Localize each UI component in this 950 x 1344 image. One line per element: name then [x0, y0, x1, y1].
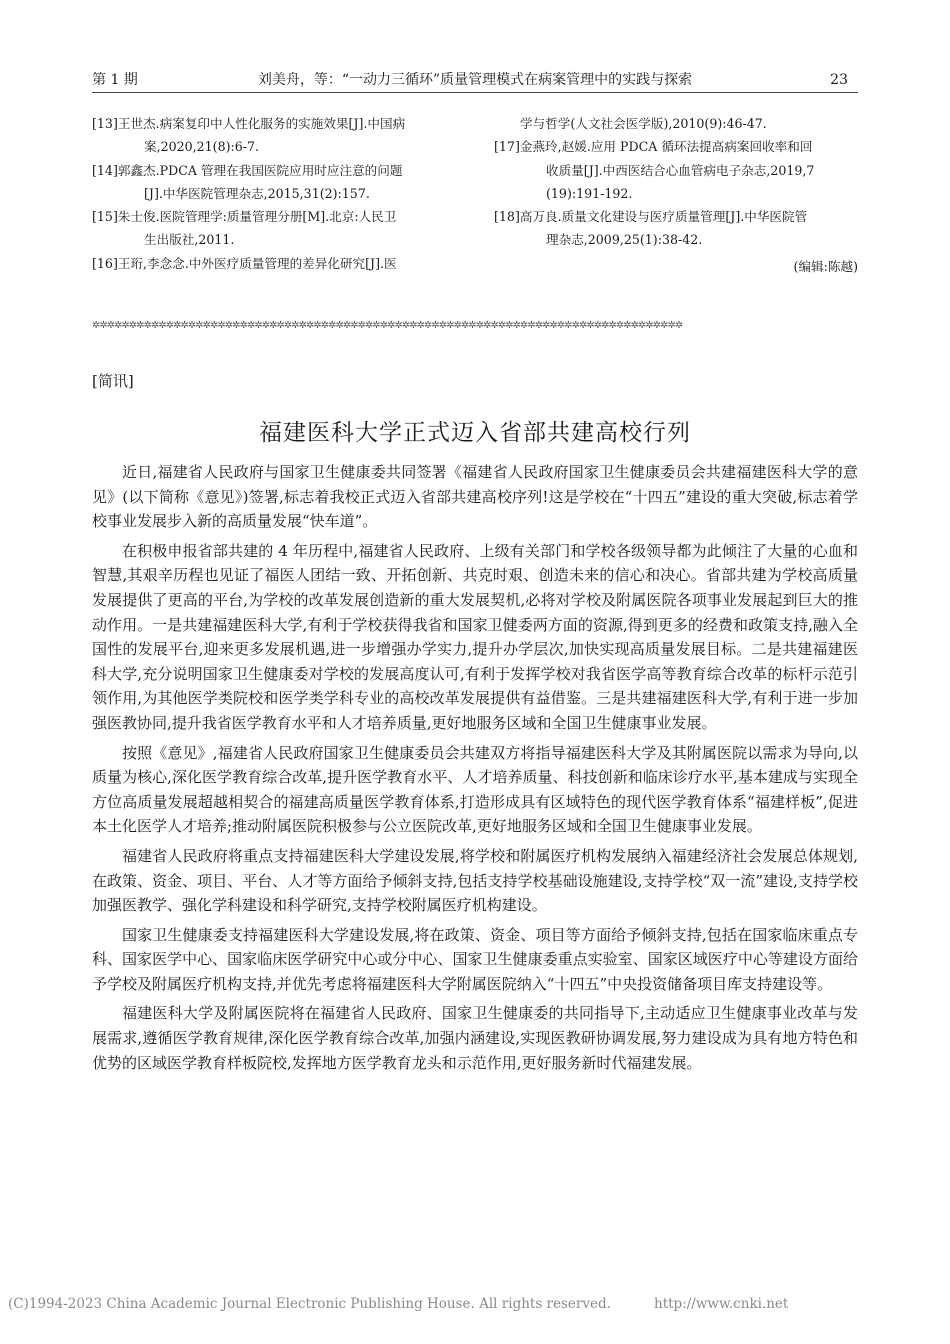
page-number: 23 [830, 72, 848, 88]
reference-16-continued: 学与哲学(人文社会医学版),2010(9):46-47. [520, 116, 767, 131]
references-right-column [494, 112, 858, 278]
paragraph: 在积极申报省部共建的 4 年历程中,福建省人民政府、上级有关部门和学校各级领导都为此倾注了大量的心血和智慧,其艰辛历程也见证了福医人团结一致、开拓创新、共克时艰、创造未来的信心和决心。省部共建为学校高质量发展提供了更高的平台,为学校的改革发展创造新的重大发展契机,必将对学校及附属医院各项事业发展起到巨大的推动作用。一是共建福建医科大学,有利于学校获得我省和国家卫健委两方面的资源,得到更多的经费和政策支持,融入全国性的发展平台,迎来更多发展机遇,进一步增强办学实力,提升办学层次,加快实现高质量发展目标。二是共建福建医科大学,充分说明国家卫生健康委对学校的发展高度认可,有利于发挥学校对我省医学高等教育综合改革的标杆示范引领作用,为其他医学类院校和医学类学科专业的高校改革发展提供有益借鉴。三是共建福建医科大学,有利于进一步加强医教协同,提升我省医学教育水平和人才培养质量,更好地服务区域和全国卫生健康事业发展。 [92, 541, 858, 732]
footer-url: http://www.cnki.net [654, 1296, 789, 1312]
article-title: 福建医科大学正式迈入省部共建高校行列 [259, 420, 691, 446]
paragraph: 福建医科大学及附属医院将在福建省人民政府、国家卫生健康委的共同指导下,主动适应卫生健康事业改革与发展需求,遵循医学教育规律,深化医学教育综合改革,加强内涵建设,实现医教研协调发展,努力建设成为具有地方特色和优势的区域医学教育样板院校,发挥地方医学教育龙头和示范作用,更好服务新时代福建发展。 [92, 1004, 858, 1072]
running-header [92, 70, 858, 93]
reference-16: [16]王珩,李念念.中外医疗质量管理的差异化研究[J].医 [92, 255, 397, 271]
references-left-column [92, 112, 464, 275]
running-title: 刘美舟，等：“一动力三循环”质量管理模式在病案管理中的实践与探索 [257, 72, 693, 88]
editor-credit: (编辑:陈越) [793, 258, 858, 274]
paragraph: 近日,福建省人民政府与国家卫生健康委共同签署《福建省人民政府国家卫生健康委员会共建福建医科大学的意见》(以下简称《意见》)签署,标志着我校正式迈入省部共建高校序列!这是学校在“十四五”建设的重大突破,标志着学校事业发展步入新的高质量发展“快车道”。 [92, 463, 858, 531]
copyright-notice: (C)1994-2023 China Academic Journal Electronic Publishing House. All rights reserved. [8, 1296, 611, 1312]
reference-13: [13]王世杰.病案复印中人性化服务的实施效果[J].中国病 案,2020,21(8):6-7. [92, 116, 406, 155]
ornamental-divider: ✲✲✲✲✲✲✲✲✲✲✲✲✲✲✲✲✲✲✲✲✲✲✲✲✲✲✲✲✲✲✲✲✲✲✲✲✲✲✲✲✲✲✲✲✲✲✲✲✲✲✲✲✲✲✲✲✲✲✲✲✲✲✲✲✲✲✲✲✲✲✲✲✲✲✲✲✲✲✲✲ [92, 320, 683, 331]
reference-18: [18]高万良.质量文化建设与医疗质量管理[J].中华医院管 理杂志,2009,25(1):38-42. [494, 209, 808, 248]
section-tag: [简讯] [92, 372, 134, 390]
paragraph: 福建省人民政府将重点支持福建医科大学建设发展,将学校和附属医疗机构发展纳入福建经济社会发展总体规划,在政策、资金、项目、平台、人才等方面给予倾斜支持,包括支持学校基础设施建设,支持学校“双一流”建设,支持学校加强医教学、强化学科建设和科学研究,支持学校附属医疗机构建设。 [92, 846, 858, 915]
reference-14: [14]郭鑫杰.PDCA 管理在我国医院应用时应注意的问题 [J].中华医院管理杂志,2015,31(2):157. [92, 162, 403, 201]
issue-number: 第 1 期 [92, 72, 138, 88]
reference-17: [17]金燕玲,赵媛.应用 PDCA 循环法提高病案回收率和回 收质量[J].中西医结合心血管病电子杂志,2019,7 (19):191-192. [494, 139, 815, 201]
paragraph: 按照《意见》,福建省人民政府国家卫生健康委员会共建双方将指导福建医科大学及其附属医院以需求为导向,以质量为核心,深化医学教育综合改革,提升医学教育水平、人才培养质量、科技创新和临床诊疗水平,基本建成与实现全方位高质量发展超越相契合的福建高质量医学教育体系,打造形成具有区域特色的现代医学教育体系“福建样板”,促进本土化医学人才培养;推动附属医院积极参与公立医院改革,更好地服务区域和全国卫生健康事业发展。 [92, 743, 858, 836]
article-body [92, 460, 858, 1080]
reference-15: [15]朱士俊.医院管理学:质量管理分册[M].北京:人民卫 生出版社,2011. [92, 209, 397, 248]
paragraph: 国家卫生健康委支持福建医科大学建设发展,将在政策、资金、项目等方面给予倾斜支持,包括在国家临床重点专科、国家医学中心、国家临床医学研究中心或分中心、国家卫生健康委重点实验室、国家区域医疗中心等建设方面给予学校及附属医疗机构支持,并优先考虑将福建医科大学附属医院纳入“十四五”中央投资储备项目库支持建设等。 [92, 925, 858, 993]
